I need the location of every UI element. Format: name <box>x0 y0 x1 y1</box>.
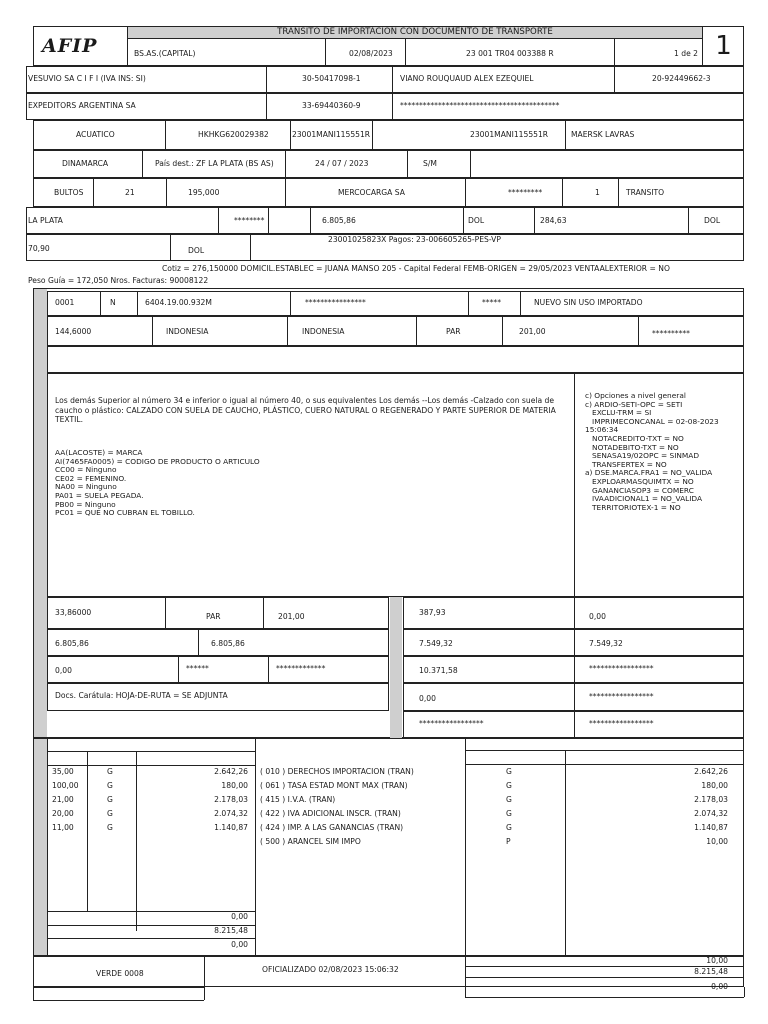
manifest-2: 23001MANI115551R <box>470 130 549 139</box>
cotiz-line: Cotiz = 276,150000 DOMICIL.ESTABLEC = JUANA MANSO 205 - Capital Federal FEMB-ORIGEN = 29/05/2023 VENTAALEXTERIOR = NO <box>162 264 670 273</box>
tax-rate: 11,00 <box>52 823 74 832</box>
agent-cuit: 20-92449662-3 <box>652 74 711 83</box>
masked-field: ************* <box>276 664 326 673</box>
agent: VIANO ROUQUAUD ALEX EZEQUIEL <box>400 74 534 83</box>
item-quantity: 144,6000 <box>55 327 92 336</box>
fob-total-2: 6.805,86 <box>211 639 245 648</box>
masked-field: ***************** <box>589 692 654 701</box>
unit-qty: 201,00 <box>278 612 305 621</box>
sm-field: S/M <box>423 159 437 168</box>
oficializado: OFICIALIZADO 02/08/2023 15:06:32 <box>262 965 399 974</box>
tax-concept-code: G <box>506 781 512 790</box>
option-line: TERRITORIOTEX-1 = NO <box>585 502 681 512</box>
origin-row <box>33 150 744 178</box>
bill-of-lading: HKHKG620029382 <box>198 130 269 139</box>
middle-gray-band <box>390 597 402 738</box>
blank-row <box>47 346 744 373</box>
left-total: 0,00 <box>231 940 248 949</box>
values-row <box>26 207 744 234</box>
transport-row <box>33 120 744 150</box>
attribute-line: PB00 = Ninguno <box>55 499 116 509</box>
footer-total: 8.215,48 <box>694 967 728 976</box>
masked-field: ***** <box>482 298 501 307</box>
zero-value: 0,00 <box>55 666 72 675</box>
page-info: 1 de 2 <box>674 49 698 58</box>
tax-concept-code: G <box>506 809 512 818</box>
attribute-line: PA01 = SUELA PEGADA. <box>55 491 144 500</box>
option-line: a) DSE.MARCA.FRA1 = NO_VALIDA <box>585 468 713 478</box>
masked-field: ******** <box>234 216 265 225</box>
importer: VESUVIO SA C I F I (IVA INS: SI) <box>28 74 146 83</box>
item-description: Los demás Superior al número 34 e inferior o igual al número 40, o sus equivalentes Los demás --Los demás -Calzado con suela de caucho o plástico: CALZADO CON SUELA DE CAUCHO, PLÁSTICO, CUERO NATURAL O REGENERADO Y PARTE SUPERIOR DE MATERIA TEXTIL. <box>55 396 556 425</box>
peso-line: Peso Guía = 172,050 Nros. Facturas: 90008122 <box>28 276 209 285</box>
tax-concept-amount: 2.074,32 <box>694 809 728 818</box>
tax-concept-amount: 10,00 <box>706 837 728 846</box>
option-line: EXCLU-TRM = SI <box>585 408 652 418</box>
document-title: TRANSITO DE IMPORTACION CON DOCUMENTO DE TRANSPORTE <box>277 27 553 37</box>
footer-total: 0,00 <box>711 982 728 991</box>
option-line: c) ARDIO-SETI-OPC = SETI <box>585 399 683 409</box>
docs-caratula: Docs. Carátula: HOJA-DE-RUTA = SE ADJUNTA <box>55 691 228 700</box>
copy-number: 1 <box>715 31 732 61</box>
item-status: NUEVO SIN USO IMPORTADO <box>534 298 643 307</box>
attribute-line: CE02 = FEMENINO. <box>55 473 127 483</box>
tax-amount: 2.178,03 <box>214 795 248 804</box>
customs-destination: LA PLATA <box>28 216 63 225</box>
tax-code: G <box>107 809 113 818</box>
ncm-code: 6404.19.00.932M <box>145 298 212 307</box>
masked-field: ***************** <box>589 664 654 673</box>
tax-concept: ( 424 ) IMP. A LAS GANANCIAS (TRAN) <box>260 823 404 832</box>
option-line: SENASA19/02OPC = SINMAD <box>585 451 700 461</box>
tax-code: G <box>107 823 113 832</box>
afip-logo: AFIP <box>42 35 98 57</box>
attribute-line: AI(7465FA0005) = CODIGO DE PRODUCTO O ARTICULO <box>55 456 260 466</box>
option-line: 15:06:34 <box>585 425 619 435</box>
tax-rate: 20,00 <box>52 809 74 818</box>
tax-concept: ( 422 ) IVA ADICIONAL INSCR. (TRAN) <box>260 809 401 818</box>
transporter: EXPEDITORS ARGENTINA SA <box>28 101 136 110</box>
tax-concept: ( 500 ) ARANCEL SIM IMPO <box>260 837 361 846</box>
destination: País dest.: ZF LA PLATA (BS AS) <box>155 159 274 168</box>
fob-total: 6.805,86 <box>55 639 89 648</box>
item-origin: INDONESIA <box>166 327 209 336</box>
left-total: 8.215,48 <box>214 926 248 935</box>
fob-unit: 33,86000 <box>55 608 92 617</box>
aduana: BS.AS.(CAPITAL) <box>134 49 196 58</box>
option-line: NOTACREDITO-TXT = NO <box>585 434 684 443</box>
masked-field: ****** <box>186 664 209 673</box>
option-line: c) Opciones a nivel general <box>585 391 686 400</box>
currency: DOL <box>704 216 721 225</box>
footer-total: 10,00 <box>706 956 728 965</box>
attribute-line: CC00 = Ninguno <box>55 465 117 475</box>
item-flag: N <box>110 298 116 307</box>
tax-rate: 35,00 <box>52 767 74 776</box>
gross-weight: 195,000 <box>188 188 220 197</box>
document-number: 23 001 TR04 003388 R <box>466 49 554 58</box>
tax-concept-code: P <box>506 837 511 846</box>
value-387: 387,93 <box>419 608 446 617</box>
package-count: 21 <box>125 188 135 197</box>
item-count: 1 <box>595 188 600 197</box>
tax-concept-code: G <box>506 795 512 804</box>
tax-code: G <box>107 795 113 804</box>
tax-concept: ( 061 ) TASA ESTAD MONT MAX (TRAN) <box>260 781 408 790</box>
package-type: BULTOS <box>54 188 84 197</box>
masked-field: ***************** <box>419 719 484 728</box>
tax-concept: ( 010 ) DERECHOS IMPORTACION (TRAN) <box>260 767 414 776</box>
freight: 284,63 <box>540 216 567 225</box>
tax-concept-amount: 2.642,26 <box>694 767 728 776</box>
tax-rate: 100,00 <box>52 781 79 790</box>
manifest: 23001MANI115551R <box>292 130 371 139</box>
tax-concept: ( 415 ) I.V.A. (TRAN) <box>260 795 336 804</box>
item-unit-qty: 201,00 <box>519 327 546 336</box>
masked-field: **************** <box>305 298 366 307</box>
cif-value-2: 7.549,32 <box>589 639 623 648</box>
left-total: 0,00 <box>231 912 248 921</box>
tax-amount: 180,00 <box>221 781 248 790</box>
item-unit: PAR <box>446 327 461 336</box>
masked-field: ********* <box>508 188 543 197</box>
zero-value-2: 0,00 <box>419 694 436 703</box>
tax-code: G <box>107 781 113 790</box>
document-date: 02/08/2023 <box>349 49 393 58</box>
attribute-line: NA00 = Ninguno <box>55 482 117 492</box>
tax-code: G <box>107 767 113 776</box>
tax-amount: 2.074,32 <box>214 809 248 818</box>
tax-concept-amount: 2.178,03 <box>694 795 728 804</box>
fob-value: 6.805,86 <box>322 216 356 225</box>
tax-concept-code: G <box>506 823 512 832</box>
currency: DOL <box>468 216 485 225</box>
attribute-line: AA(LACOSTE) = MARCA <box>55 448 143 457</box>
masked-field: ****************************************** <box>400 101 560 110</box>
attribute-line: PC01 = QUE NO CUBRAN EL TOBILLO. <box>55 508 195 518</box>
depositary: MERCOCARGA SA <box>338 188 405 197</box>
importer-cuit: 30-50417098-1 <box>302 74 361 83</box>
payments: 23001025823X Pagos: 23-006605265-PES-VP <box>328 235 501 244</box>
value-zero: 0,00 <box>589 612 606 621</box>
tax-concept-amount: 1.140,87 <box>694 823 728 832</box>
vessel: MAERSK LAVRAS <box>571 130 635 139</box>
unit: PAR <box>206 612 221 621</box>
option-line: GANANCIASOP3 = COMERC <box>585 485 694 495</box>
option-line: TRANSFERTEX = NO <box>585 459 667 469</box>
total-tax: 10.371,58 <box>419 666 458 675</box>
regime: TRANSITO <box>626 188 665 197</box>
tax-rate: 21,00 <box>52 795 74 804</box>
origin-country: DINAMARCA <box>62 159 109 168</box>
tax-concept-code: G <box>506 767 512 776</box>
masked-field: ********** <box>652 329 690 338</box>
channel: VERDE 0008 <box>96 969 144 978</box>
option-line: NOTADEBITO-TXT = NO <box>585 442 679 452</box>
transporter-cuit: 33-69440360-9 <box>302 101 361 110</box>
item-provenance: INDONESIA <box>302 327 345 336</box>
option-line: IMPRIMECONCANAL = 02-08-2023 <box>585 416 719 426</box>
insurance: 70,90 <box>28 244 50 253</box>
item-number: 0001 <box>55 298 75 307</box>
cif-value: 7.549,32 <box>419 639 453 648</box>
masked-field: ***************** <box>589 719 654 728</box>
arrival-date: 24 / 07 / 2023 <box>315 159 369 168</box>
tax-amount: 1.140,87 <box>214 823 248 832</box>
tax-amount: 2.642,26 <box>214 767 248 776</box>
transport-via: ACUATICO <box>76 130 115 139</box>
option-line: EXPLOARMASQUIMTX = NO <box>585 477 694 486</box>
tax-concept-amount: 180,00 <box>701 781 728 790</box>
currency: DOL <box>188 246 205 255</box>
option-line: IVAADICIONAL1 = NO_VALIDA <box>585 494 703 504</box>
